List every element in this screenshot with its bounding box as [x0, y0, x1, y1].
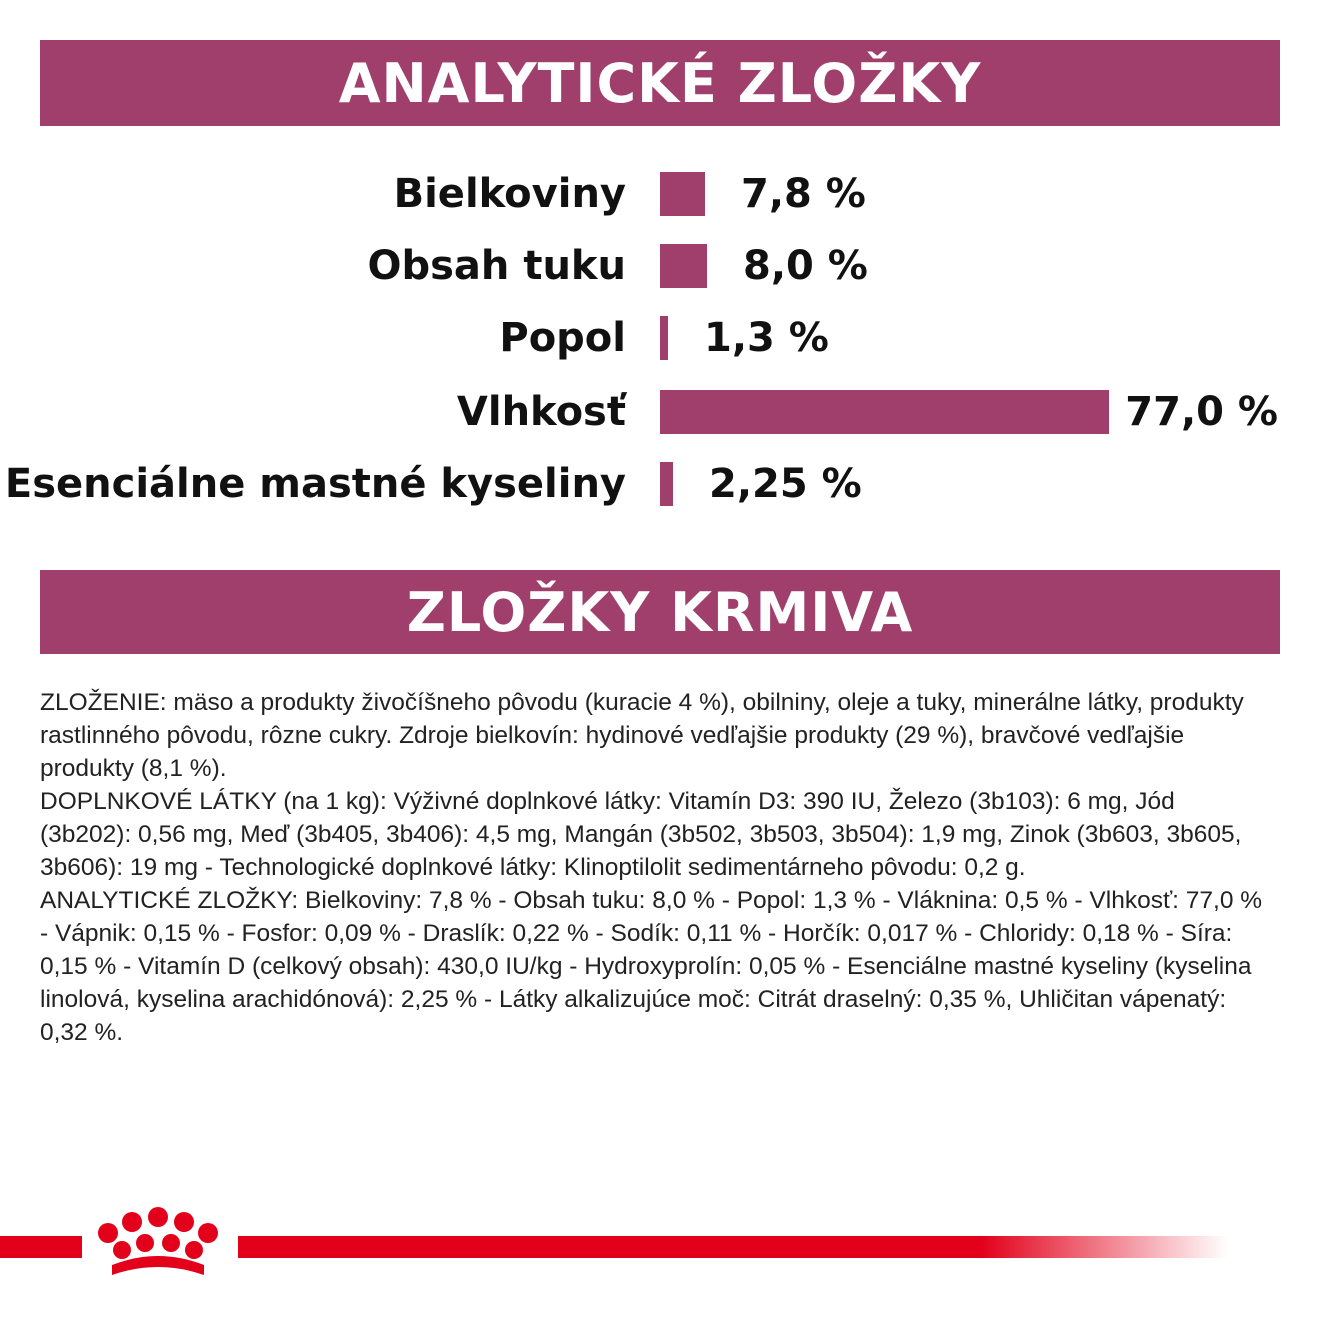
footer-line-left: [0, 1236, 82, 1258]
category-label: Obsah tuku: [367, 243, 626, 289]
category-label: Popol: [499, 315, 626, 361]
value-bar: [660, 172, 705, 216]
category-label: Esenciálne mastné kyseliny: [4, 461, 626, 507]
category-label: Vlhkosť: [456, 389, 626, 435]
footer-graphic: [0, 1205, 1320, 1285]
composition-paragraph: ZLOŽENIE: mäso a produkty živočíšneho pôvodu (kuracie 4 %), obilniny, oleje a tuky, minerálne látky, produkty rastlinného pôvodu, rôzne cukry. Zdroje bielkovín: hydinové vedľajšie produkty (29 %), bravčové vedľajšie produkty (8,1 %).: [40, 689, 1244, 782]
category-label: Bielkoviny: [393, 171, 626, 217]
analytic-components-banner: [40, 40, 1280, 126]
analytic-components-title: ANALYTICKÉ ZLOŽKY: [338, 51, 982, 115]
value-bar: [660, 390, 1109, 434]
analytic-components-chart: [0, 140, 1320, 540]
value-label: 7,8 %: [741, 171, 866, 217]
additives-paragraph: DOPLNKOVÉ LÁTKY (na 1 kg): Výživné doplnkové látky: Vitamín D3: 390 IU, Železo (3b103): 6 mg, Jód (3b202): 0,56 mg, Meď (3b405, 3b406): 4,5 mg, Mangán (3b502, 3b503, 3b504): 1,9 mg, Zinok (3b603, 3b605, 3b606): 19 mg - Technologické doplnkové látky: Klinoptilolit sedimentárneho pôvodu: 0,2 g.: [40, 788, 1242, 881]
value-label: 1,3 %: [704, 315, 829, 361]
composition-text: [40, 686, 1270, 1049]
value-bar: [660, 244, 707, 288]
value-bar: [660, 462, 673, 506]
value-label: 8,0 %: [743, 243, 868, 289]
crown-icon: [98, 1207, 218, 1275]
ingredients-title: ZLOŽKY KRMIVA: [406, 580, 914, 644]
analytic-paragraph: ANALYTICKÉ ZLOŽKY: Bielkoviny: 7,8 % - Obsah tuku: 8,0 % - Popol: 1,3 % - Vláknina: 0,5 % - Vlhkosť: 77,0 % - Vápnik: 0,15 % - Fosfor: 0,09 % - Draslík: 0,22 % - Sodík: 0,11 % - Horčík: 0,017 % - Chloridy: 0,18 % - Síra: 0,15 % - Vitamín D (celkový obsah): 430,0 IU/kg - Hydroxyprolín: 0,05 % - Esenciálne mastné kyseliny (kyselina linolová, kyselina arachidónová): 2,25 % - Látky alkalizujúce moč: Citrát draselný: 0,35 %, Uhličitan vápenatý: 0,32 %.: [40, 887, 1263, 1046]
value-label: 77,0 %: [1125, 389, 1278, 435]
brand-footer: [0, 1205, 1320, 1285]
value-bar: [660, 316, 668, 360]
footer-line-right: [238, 1236, 1228, 1258]
ingredients-banner: [40, 570, 1280, 654]
value-label: 2,25 %: [709, 461, 862, 507]
